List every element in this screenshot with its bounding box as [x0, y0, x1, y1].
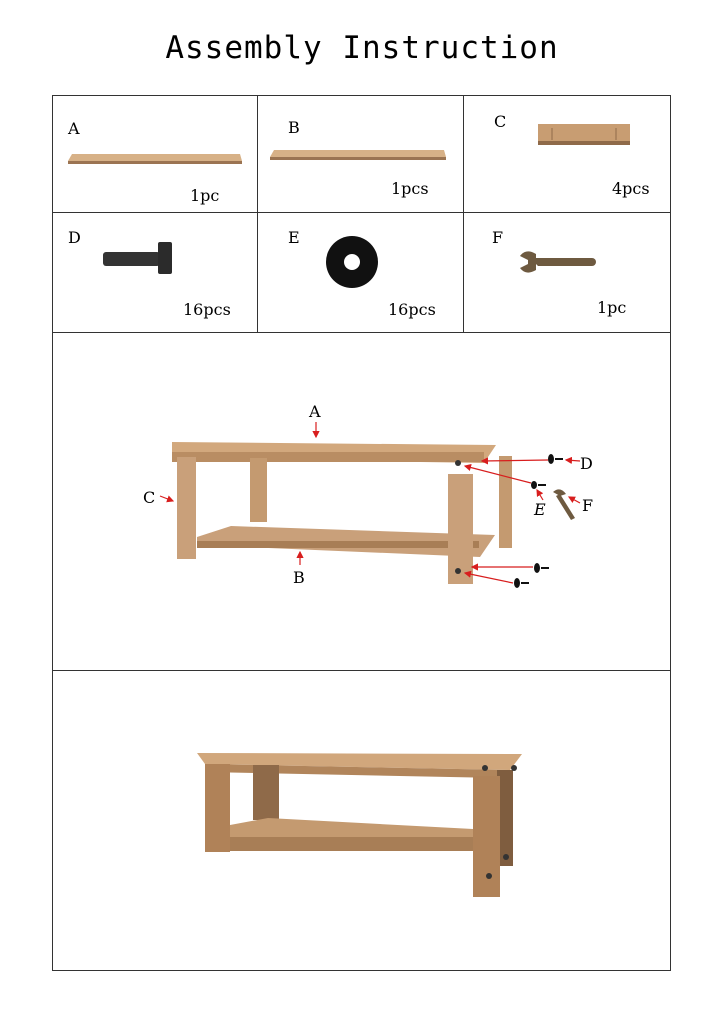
- callout-label-d: D: [580, 454, 593, 473]
- assembled-bench-image: [197, 753, 522, 897]
- callout-label-e: E: [534, 500, 546, 519]
- part-e-washer-image: [326, 236, 378, 288]
- part-qty-c: 4pcs: [612, 179, 650, 198]
- callout-label-a: A: [309, 402, 321, 421]
- callout-label-b: B: [293, 568, 305, 587]
- part-letter-b: B: [288, 118, 300, 137]
- part-letter-e: E: [288, 228, 300, 247]
- part-letter-a: A: [68, 119, 80, 138]
- part-letter-f: F: [492, 228, 504, 247]
- exploded-view-drawing: [160, 422, 580, 588]
- part-letter-d: D: [68, 228, 81, 247]
- part-d-bolt-image: [103, 242, 172, 274]
- part-qty-f: 1pc: [597, 298, 627, 317]
- part-qty-d: 16pcs: [183, 300, 231, 319]
- part-c-leg-image: [538, 124, 630, 145]
- part-qty-a: 1pc: [190, 186, 220, 205]
- part-letter-c: C: [494, 112, 507, 131]
- callout-label-c: C: [143, 488, 156, 507]
- part-qty-b: 1pcs: [391, 179, 429, 198]
- page-title: Assembly Instruction: [165, 30, 559, 66]
- part-b-shelf-image: [270, 150, 446, 160]
- callout-label-f: F: [582, 496, 594, 515]
- part-qty-e: 16pcs: [388, 300, 436, 319]
- part-a-top-panel-image: [68, 154, 242, 164]
- part-f-wrench-image: [520, 251, 596, 272]
